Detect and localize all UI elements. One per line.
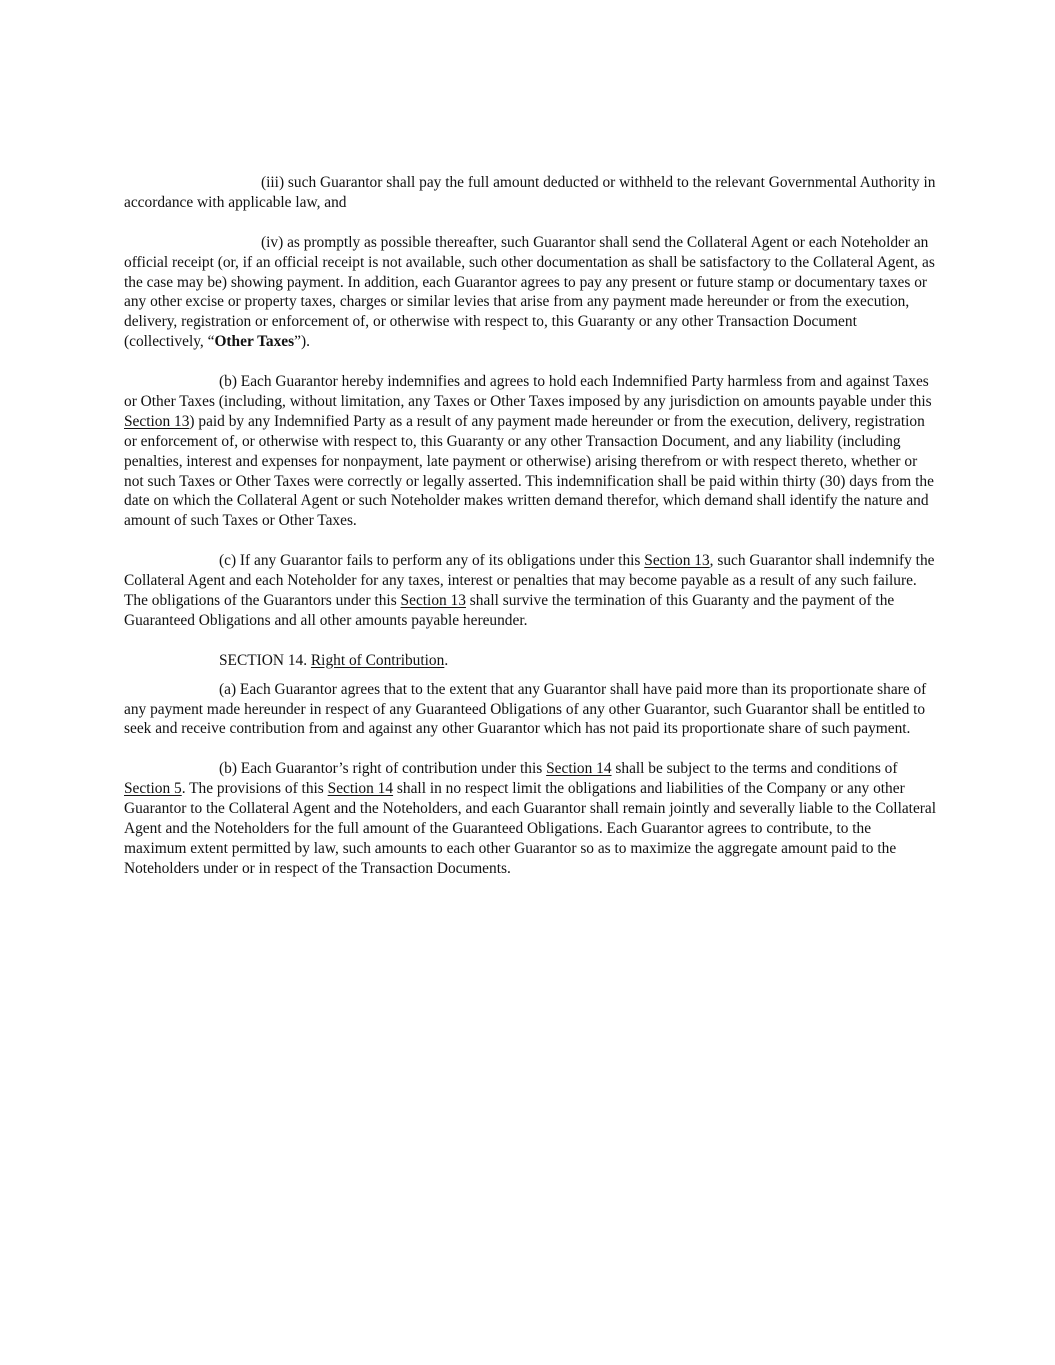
paragraph-iv-text-2: ”).: [294, 333, 310, 351]
section-14-trailing: .: [444, 651, 449, 669]
section-14-label: SECTION 14.: [219, 651, 311, 669]
paragraph-iii-text: (iii) such Guarantor shall pay the full amount deducted or withheld to the relevant Governmental Authority in accordance with applicable law, and: [124, 174, 936, 211]
paragraph-14b-text-1: (b) Each Guarantor’s right of contribution under this: [219, 760, 547, 778]
paragraph-13b-text-2: ) paid by any Indemnified Party as a result of any payment made hereunder or from the execution, delivery, registration or enforcement of, or otherwise with respect to, this Guaranty or any other Transaction Document, and any liability (including penalties, interest and expenses for nonpayment, late payment or otherwise) arising therefrom or with respect thereto, whether or not such Taxes or Other Taxes were correctly or legally asserted. This indemnification shall be paid within thirty (30) days from the date on which the Collateral Agent or such Noteholder makes written demand therefor, which demand shall identify the nature and amount of such Taxes or Other Taxes.: [124, 412, 934, 530]
section-13-reference: Section 13: [400, 591, 466, 609]
paragraph-13c-text-3: shall survive the termination of this Guaranty and the payment of the Guaranteed Obligations and all other amounts payable hereunder.: [124, 591, 895, 629]
document-page: [124, 173, 936, 899]
section-13-reference: Section 13: [644, 552, 710, 570]
section-14-reference: Section 14: [327, 780, 394, 798]
paragraph-13c-text-2: , such Guarantor shall indemnify the Collateral Agent and each Noteholder for any taxes, interest or penalties that may become payable as a result of any such failure. The obligations of the Guarantors under this: [124, 552, 935, 609]
section-14-heading: [124, 651, 936, 671]
section-14-reference: Section 14: [546, 760, 612, 778]
paragraph-14b: [124, 759, 936, 878]
paragraph-iv: [124, 233, 936, 352]
paragraph-iv-text-1: (iv) as promptly as possible thereafter, such Guarantor shall send the Collateral Agent or each Noteholder an official receipt (or, if an official receipt is not available, such other documentation as shall be satisfactory to the Collateral Agent, as the case may be) showing payment. In addition, each Guarantor agrees to pay any present or future stamp or documentary taxes or any other excise or property taxes, charges or similar levies that arise from any payment made hereunder or from the execution, delivery, registration or enforcement of, or otherwise with respect to, this Guaranty or any other Transaction Document (collectively, “: [124, 233, 935, 351]
paragraph-13b: [124, 372, 936, 531]
paragraph-13b-text-1: (b) Each Guarantor hereby indemnifies and agrees to hold each Indemnified Party harmless from and against Taxes or Other Taxes (including, without limitation, any Taxes or Other Taxes imposed by any jurisdiction on amounts payable under this: [124, 373, 932, 410]
paragraph-13c-text-1: (c) If any Guarantor fails to perform any of its obligations under this: [219, 552, 645, 570]
paragraph-14b-text-2: shall be subject to the terms and conditions of: [611, 760, 898, 778]
paragraph-iii: [124, 173, 936, 213]
defined-term-other-taxes: Other Taxes: [214, 333, 295, 351]
paragraph-14a-text: (a) Each Guarantor agrees that to the extent that any Guarantor shall have paid more than its proportionate share of any payment made hereunder in respect of any Guaranteed Obligations of any other Guarantor, such Guarantor shall be entitled to seek and receive contribution from and against any other Guarantor which has not paid its proportionate share of such payment.: [124, 680, 927, 738]
section-14-title: Right of Contribution: [310, 651, 445, 669]
section-13-reference: Section 13: [124, 412, 190, 430]
paragraph-14b-text-3: . The provisions of this: [181, 780, 328, 798]
section-5-reference: Section 5: [124, 780, 182, 798]
paragraph-14b-text-4: shall in no respect limit the obligations and liabilities of the Company or any other Guarantor to the Collateral Agent and the Noteholders, and each Guarantor shall remain jointly and severally liable to the Collateral Agent and the Noteholders for the full amount of the Guaranteed Obligations. Each Guarantor agrees to contribute, to the maximum extent permitted by law, such amounts to each other Guarantor so as to maximize the aggregate amount paid to the Noteholders under or in respect of the Transaction Documents.: [124, 780, 937, 877]
paragraph-13c: [124, 551, 936, 631]
paragraph-14a: [124, 680, 936, 740]
